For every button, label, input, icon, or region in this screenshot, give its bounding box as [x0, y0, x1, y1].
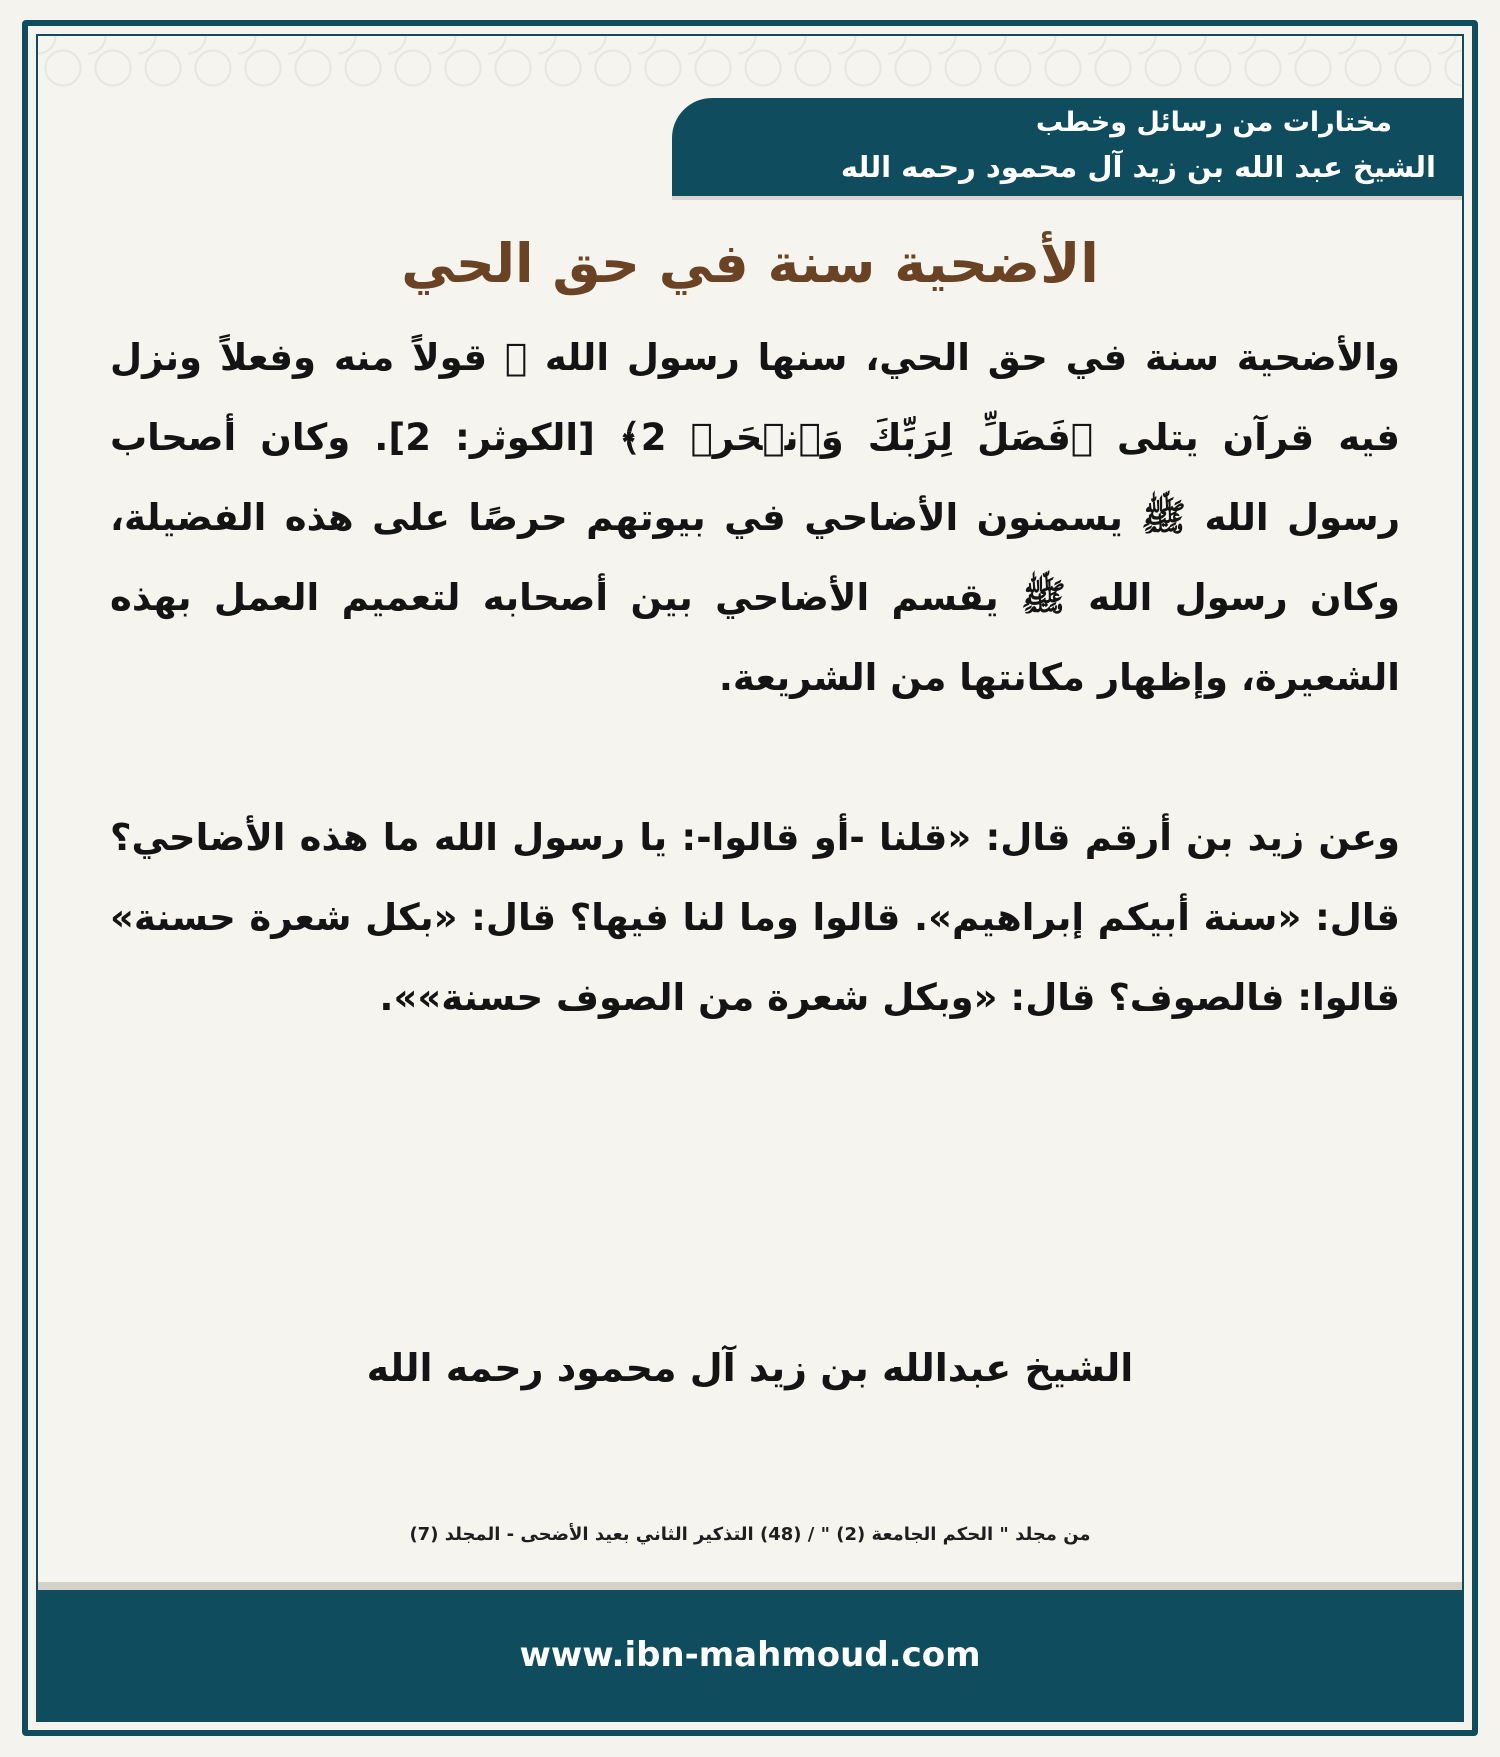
- article-title: الأضحية سنة في حق الحي: [401, 232, 1099, 295]
- decorative-pattern-band: [38, 36, 1462, 100]
- paragraph-gap: [110, 718, 1400, 798]
- footer-divider: [38, 1582, 1462, 1590]
- paragraph-1: والأضحية سنة في حق الحي، سنها رسول الله ﷺ قولاً منه وفعلاً ونزل فيه قرآن يتلى ﴿فَصَلِّ لِرَبِّكَ وَٱنۡحَرۡ 2﴾ [الكوثر: 2]. وكان أصحاب رسول الله ﷺ يسمنون الأضاحي في بيوتهم حرصًا على هذه الفضيلة، وكان رسول الله ﷺ يقسم الأضاحي بين أصحابه لتعميم العمل بهذه الشعيرة، وإظهار مكانتها من الشريعة.: [110, 336, 1400, 699]
- author-name: الشيخ عبد الله بن زيد آل محمود رحمه الله: [840, 150, 1436, 184]
- footer-bar: [38, 1590, 1462, 1720]
- paragraph-2: وعن زيد بن أرقم قال: «قلنا -أو قالوا-: يا رسول الله ما هذه الأضاحي؟ قال: «سنة أبيكم إبراهيم». قالوا وما لنا فيها؟ قال: «بكل شعرة حسنة» قالوا: فالصوف؟ قال: «وبكل شعرة من الصوف حسنة»».: [110, 816, 1400, 1019]
- signature: الشيخ عبدالله بن زيد آل محمود رحمه الله: [366, 1346, 1134, 1390]
- series-header: [672, 98, 1462, 200]
- article-body: [110, 318, 1400, 1038]
- source-citation: من مجلد " الحكم الجامعة (2) " / (48) التذكير الثاني بعيد الأضحى - المجلد (7): [409, 1524, 1091, 1545]
- website-link[interactable]: www.ibn-mahmoud.com: [519, 1635, 981, 1675]
- series-title: مختارات من رسائل وخطب: [1035, 107, 1392, 138]
